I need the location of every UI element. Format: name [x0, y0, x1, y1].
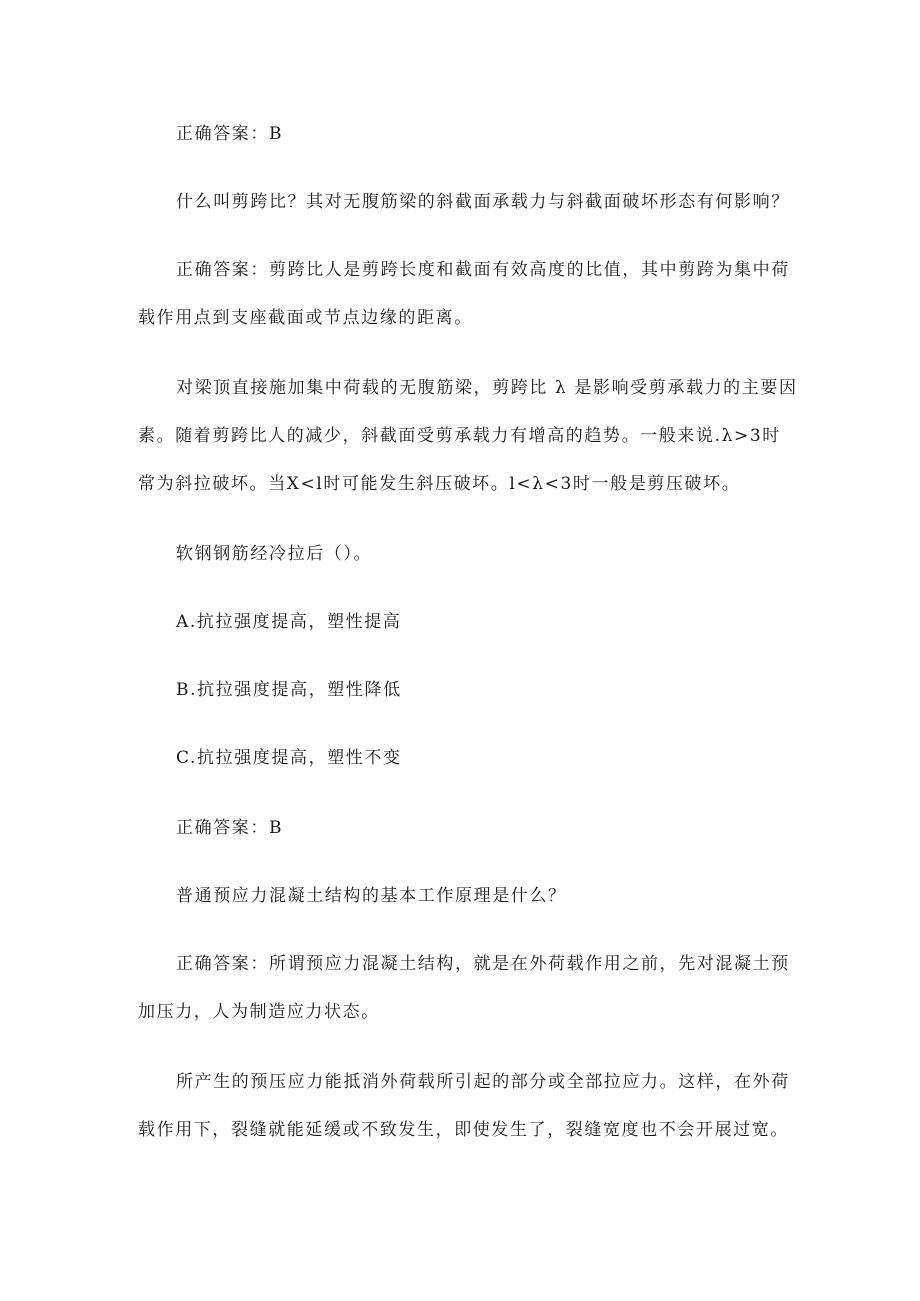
option-c: C.抗拉强度提高，塑性不变	[176, 748, 402, 768]
option-a: A.抗拉强度提高，塑性提高	[176, 612, 402, 632]
answer-shear-span-definition: 正确答案：剪跨比人是剪跨长度和截面有效高度的比值，其中剪跨为集中荷载作用点到支座截面或节点边缘的距离。	[138, 260, 790, 328]
answer-line-2: 正确答案：B	[176, 818, 284, 838]
paragraph-shear-failure-modes: 对梁顶直接施加集中荷载的无腹筋梁，剪跨比 λ 是影响受剪承载力的主要因素。随着剪跨比人的减少，斜截面受剪承载力有增高的趋势。一般来说.λ>3时常为斜拉破坏。当X<l时可能发生斜压破坏。l<λ<3时一般是剪压破坏。	[138, 378, 798, 494]
option-b: B.抗拉强度提高，塑性降低	[176, 680, 402, 700]
answer-line-1: 正确答案：B	[176, 124, 284, 144]
question-cold-drawn-steel: 软钢钢筋经冷拉后（）。	[176, 544, 373, 564]
question-shear-span-ratio: 什么叫剪跨比？其对无腹筋梁的斜截面承载力与斜截面破坏形态有何影响？	[176, 192, 790, 212]
question-prestressed-concrete: 普通预应力混凝土结构的基本工作原理是什么？	[176, 886, 567, 906]
paragraph-precompression-effect: 所产生的预压应力能抵消外荷载所引起的部分或全部拉应力。这样，在外荷载作用下，裂缝就能延缓或不致发生，即使发生了，裂缝宽度也不会开展过宽。	[138, 1072, 790, 1140]
answer-prestressed-concrete: 正确答案：所谓预应力混凝土结构，就是在外荷载作用之前，先对混凝土预加压力，人为制造应力状态。	[138, 954, 790, 1022]
